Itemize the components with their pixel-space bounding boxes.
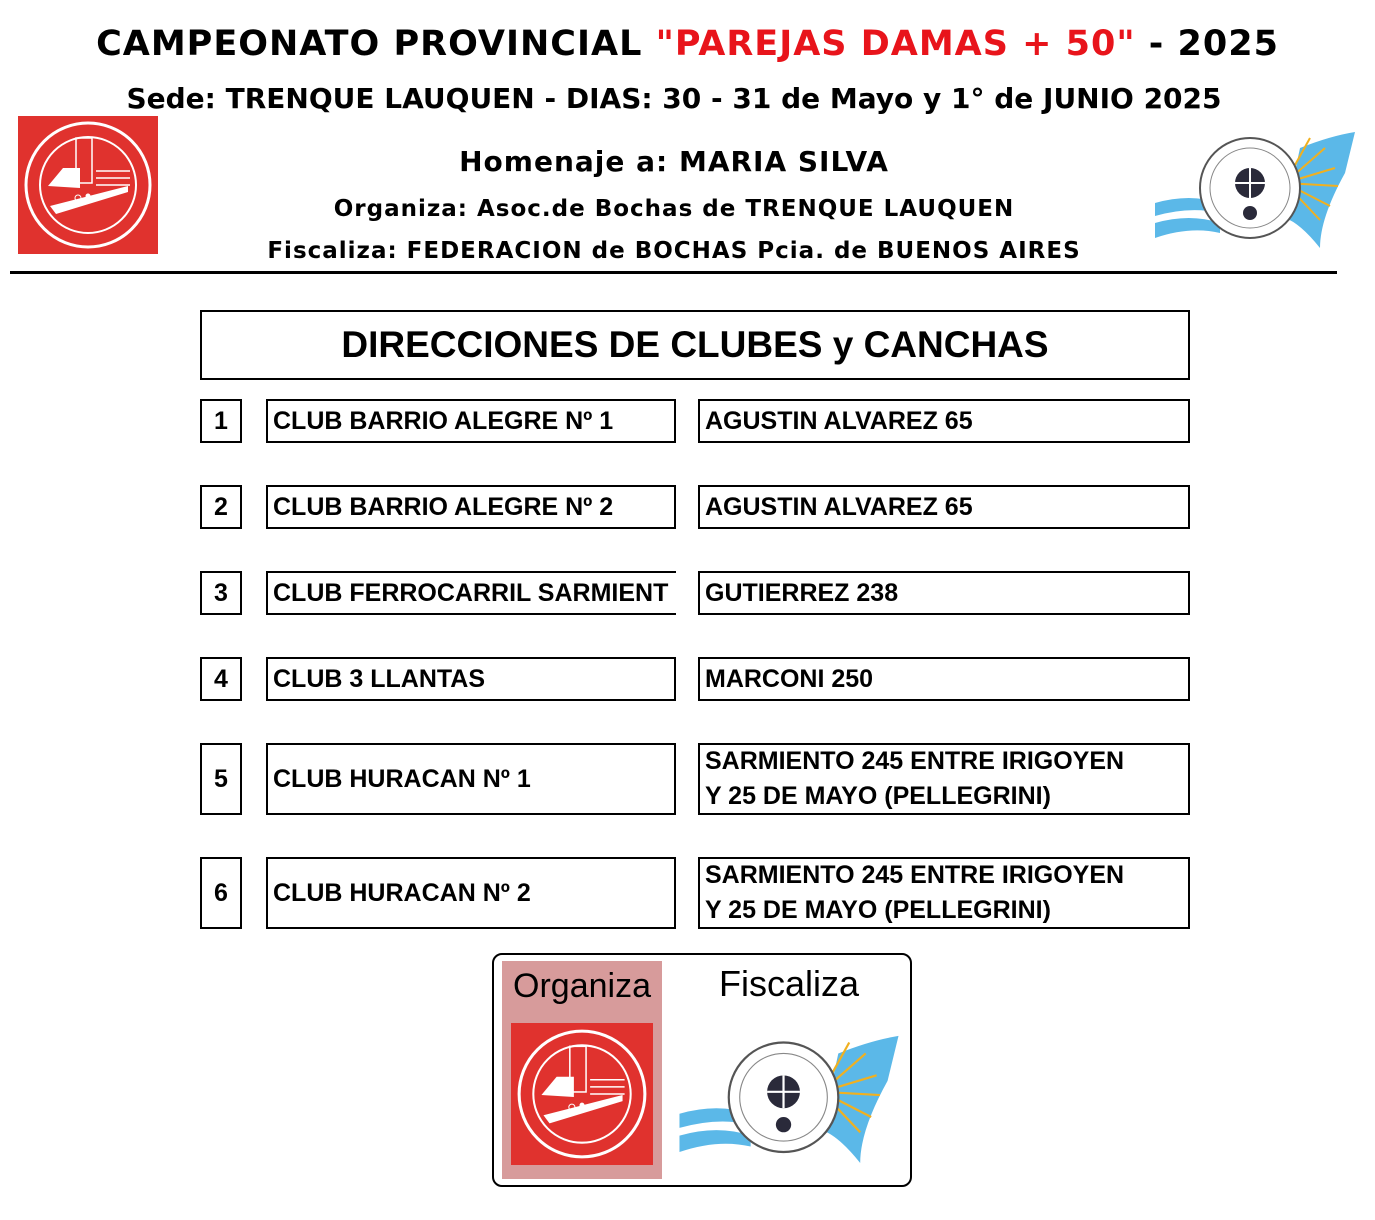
header-divider xyxy=(10,271,1337,274)
homenaje-line: Homenaje a: MARIA SILVA xyxy=(459,145,889,178)
title-prefix: CAMPEONATO PROVINCIAL xyxy=(96,24,656,64)
asociacion-logo-small xyxy=(511,1023,653,1165)
club-name: CLUB BARRIO ALEGRE Nº 1 xyxy=(266,399,676,443)
club-name: CLUB BARRIO ALEGRE Nº 2 xyxy=(266,485,676,529)
section-title: DIRECCIONES DE CLUBES y CANCHAS xyxy=(200,310,1190,380)
club-number: 5 xyxy=(200,743,242,815)
federacion-emblem-icon xyxy=(674,1025,904,1175)
club-number: 1 xyxy=(200,399,242,443)
club-address: SARMIENTO 245 ENTRE IRIGOYEN Y 25 DE MAYO (PELLEGRINI) xyxy=(698,743,1190,815)
federacion-logo-small xyxy=(674,1025,904,1175)
fiscaliza-label: Fiscaliza xyxy=(718,963,860,1004)
asociacion-emblem-icon xyxy=(511,1023,653,1165)
club-number: 6 xyxy=(200,857,242,929)
sede-line: Sede: TRENQUE LAUQUEN - DIAS: 30 - 31 de Mayo y 1° de JUNIO 2025 xyxy=(126,82,1222,115)
asociacion-emblem-icon xyxy=(18,116,158,254)
club-address: GUTIERREZ 238 xyxy=(698,571,1190,615)
fiscaliza-line: Fiscaliza: FEDERACION de BOCHAS Pcia. de BUENOS AIRES xyxy=(267,238,1081,264)
footer-card xyxy=(492,953,912,1187)
club-number: 4 xyxy=(200,657,242,701)
club-address: SARMIENTO 245 ENTRE IRIGOYEN Y 25 DE MAYO (PELLEGRINI) xyxy=(698,857,1190,929)
club-address: AGUSTIN ALVAREZ 65 xyxy=(698,485,1190,529)
organiza-line: Organiza: Asoc.de Bochas de TRENQUE LAUQUEN xyxy=(333,196,1015,222)
title-suffix: - 2025 xyxy=(1135,24,1279,64)
club-name: CLUB FERROCARRIL SARMIENT xyxy=(266,571,676,615)
club-number: 2 xyxy=(200,485,242,529)
club-name: CLUB HURACAN Nº 2 xyxy=(266,857,676,929)
club-name: CLUB 3 LLANTAS xyxy=(266,657,676,701)
club-number: 3 xyxy=(200,571,242,615)
club-name: CLUB HURACAN Nº 1 xyxy=(266,743,676,815)
title-highlight: "PAREJAS DAMAS + 50" xyxy=(655,24,1136,64)
asociacion-logo xyxy=(18,116,158,254)
club-address: MARCONI 250 xyxy=(698,657,1190,701)
main-title xyxy=(0,24,1375,64)
organiza-label: Organiza xyxy=(513,967,651,1005)
club-address: AGUSTIN ALVAREZ 65 xyxy=(698,399,1190,443)
